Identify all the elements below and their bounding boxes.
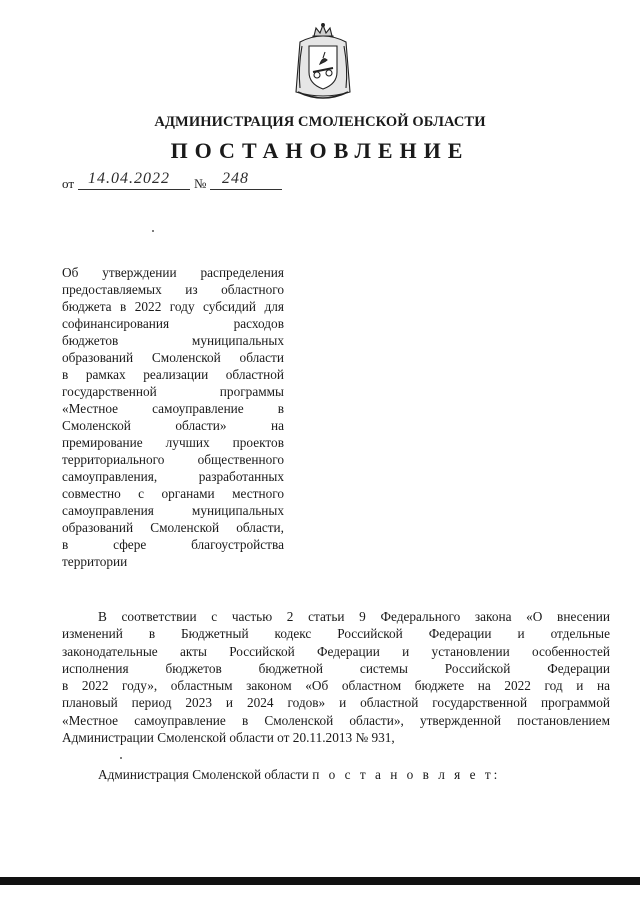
subject-line: самоуправления муниципальных — [62, 503, 284, 518]
resolution-line — [62, 766, 610, 783]
subject-line: предоставляемых из областного — [62, 282, 284, 297]
subject-line: в сфере благоустройства — [62, 537, 284, 552]
subject-line: Смоленской области» на — [62, 418, 284, 433]
preamble-paragraph — [62, 608, 610, 746]
date-underline — [78, 189, 190, 190]
preamble-line: Администрации Смоленской области от 20.11.2013 № 931, — [62, 730, 395, 746]
document-subject — [62, 264, 284, 570]
subject-line: территории — [62, 554, 128, 569]
subject-line: софинансирования расходов — [62, 316, 284, 331]
subject-line: премирование лучших проектов — [62, 435, 284, 450]
preamble-line: в 2022 году», областным законом «Об областном бюджете на 2022 год и на — [62, 678, 610, 694]
subject-line: образований Смоленской области — [62, 350, 284, 365]
subject-line: бюджета в 2022 году субсидий для — [62, 299, 284, 314]
preamble-line: В соответствии с частью 2 статьи 9 Федерального закона «О внесении — [98, 609, 610, 624]
subject-line: государственной программы — [62, 384, 284, 399]
number-label: № — [194, 176, 207, 191]
page-bottom-rule — [0, 877, 640, 885]
preamble-line: исполнения бюджетов бюджетной системы Российской Федерации — [62, 660, 610, 676]
subject-line: бюджетов муниципальных — [62, 333, 284, 348]
resolution-verb: п о с т а н о в л я е т: — [312, 767, 501, 782]
scan-speck — [120, 757, 122, 759]
preamble-line: «Местное самоуправление в Смоленской области», утвержденной постановлением — [62, 712, 610, 728]
coat-of-arms-emblem — [292, 22, 354, 102]
preamble-line: изменений в Бюджетный кодекс Российской Федерации и отдельные — [62, 626, 610, 642]
subject-line: Об утверждении распределения — [62, 265, 284, 280]
scan-speck — [152, 230, 154, 232]
subject-line: самоуправления, разработанных — [62, 469, 284, 484]
date-number-line — [62, 170, 302, 194]
preamble-line: законодательные акты Российской Федерации и установлении особенностей — [62, 643, 610, 659]
preamble-line: плановый период 2023 и 2024 годов» и областной государственной программой — [62, 695, 610, 711]
subject-line: в рамках реализации областной — [62, 367, 284, 382]
subject-line: образований Смоленской области, — [62, 520, 284, 535]
subject-line: «Местное самоуправление в — [62, 401, 284, 416]
organization-title: АДМИНИСТРАЦИЯ СМОЛЕНСКОЙ ОБЛАСТИ — [154, 114, 486, 130]
document-type-title: ПОСТАНОВЛЕНИЕ — [170, 138, 470, 163]
date-from-label: от — [62, 176, 75, 191]
subject-line: совместно с органами местного — [62, 486, 284, 501]
resolution-subject: Администрация Смоленской области — [98, 767, 309, 782]
number-underline — [210, 189, 282, 190]
subject-line: территориального общественного — [62, 452, 284, 467]
document-date: 14.04.2022 — [88, 170, 170, 187]
document-number: 248 — [222, 170, 249, 187]
